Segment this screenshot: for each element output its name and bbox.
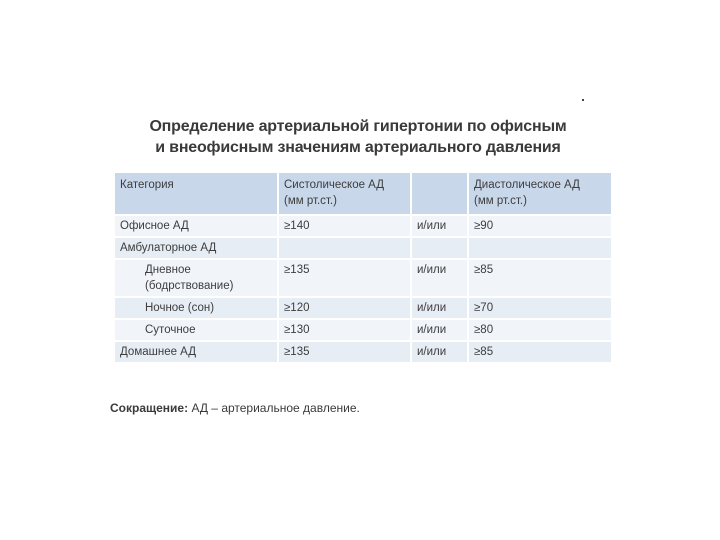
stray-mark (582, 99, 584, 101)
cell-connector (411, 237, 468, 259)
header-category-label: Категория (120, 179, 174, 191)
cell-diastolic: ≥90 (468, 215, 612, 237)
header-diastolic (468, 173, 612, 215)
cell-category: Суточное (115, 319, 278, 341)
title-line-2: и внеофисным значениям артериального давления (155, 139, 561, 156)
cell-systolic: ≥130 (278, 319, 411, 341)
table-row (115, 215, 612, 237)
header-systolic-label: Систолическое АД (284, 179, 385, 191)
cell-diastolic (468, 237, 612, 259)
cell-systolic: ≥120 (278, 297, 411, 319)
header-systolic (278, 173, 411, 215)
cell-systolic: ≥140 (278, 215, 411, 237)
header-connector (411, 173, 468, 215)
header-diastolic-unit: (мм рт.ст.) (474, 195, 527, 207)
cell-category: Амбулаторное АД (115, 237, 278, 259)
document-title (108, 116, 608, 158)
cell-category: Домашнее АД (115, 341, 278, 363)
cell-connector: и/или (411, 319, 468, 341)
cell-diastolic: ≥85 (468, 259, 612, 297)
cell-category-line-2: (бодрствование) (145, 280, 234, 292)
cell-connector: и/или (411, 215, 468, 237)
cell-category: Ночное (сон) (115, 297, 278, 319)
title-line-1: Определение артериальной гипертонии по офисным (149, 118, 567, 135)
cell-systolic: ≥135 (278, 341, 411, 363)
table-row (115, 341, 612, 363)
cell-category: Офисное АД (115, 215, 278, 237)
header-diastolic-label: Диастолическое АД (474, 179, 580, 191)
header-systolic-unit: (мм рт.ст.) (284, 195, 337, 207)
cell-systolic: ≥135 (278, 259, 411, 297)
cell-diastolic: ≥70 (468, 297, 612, 319)
header-category (115, 173, 278, 215)
cell-diastolic: ≥85 (468, 341, 612, 363)
cell-diastolic: ≥80 (468, 319, 612, 341)
cell-connector: и/или (411, 341, 468, 363)
footnote-text: АД – артериальное давление. (188, 401, 360, 415)
footnote (110, 401, 360, 415)
cell-systolic (278, 237, 411, 259)
table-row (115, 319, 612, 341)
cell-connector: и/или (411, 259, 468, 297)
table-header-row (115, 173, 612, 215)
table-row (115, 237, 612, 259)
hypertension-table (115, 173, 613, 364)
table-row (115, 297, 612, 319)
cell-connector: и/или (411, 297, 468, 319)
footnote-label: Сокращение: (110, 401, 189, 415)
table-row (115, 259, 612, 297)
cell-category-line-1: Дневное (145, 264, 191, 276)
cell-category (115, 259, 278, 297)
